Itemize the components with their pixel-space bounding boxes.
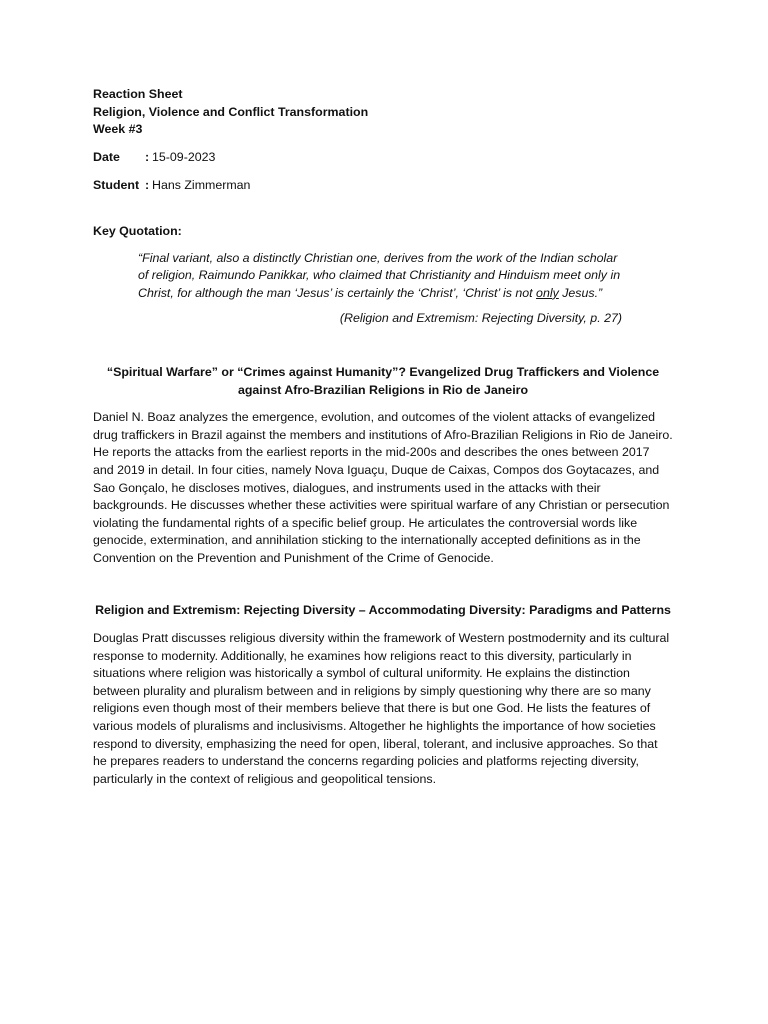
week-number: Week #3 xyxy=(93,122,143,137)
section-2-title: Religion and Extremism: Rejecting Diversity – Accommodating Diversity: Paradigms and Patterns xyxy=(95,603,671,618)
document-page xyxy=(93,86,673,788)
course-title: Religion, Violence and Conflict Transformation xyxy=(93,104,369,119)
section-1-title: “Spiritual Warfare” or “Crimes against Humanity”? Evangelized Drug Traffickers and Violence against Afro-Brazilian Religions in Rio de Janeiro xyxy=(106,364,660,397)
document-header xyxy=(93,86,673,139)
student-label: Student xyxy=(93,178,140,193)
key-quotation-label: Key Quotation: xyxy=(93,223,182,238)
section-2-body: Douglas Pratt discusses religious diversity within the framework of Western postmodernity and its cultural response to modernity. Additionally, he examines how religions react to this diversity, particularly in situations where religion was historically a symbol of cultural uniformity. He explains the distinction between plurality and pluralism between and in religions by simply questioning why there are so many religions even though most of their members believe that there is but one God. He lists the features of various models of pluralisms and inclusivisms. Altogether he highlights the importance of how societies respond to diversity, emphasizing the need for open, liberal, tolerant, and inclusive approaches. So that he prepares readers to understand the concerns regarding policies and platforms rejecting diversity, particularly in the context of religious and geopolitical tensions. xyxy=(93,631,670,786)
quote-text-after: Jesus.” xyxy=(558,285,603,300)
quote-text-before: “Final variant, also a distinctly Christian one, derives from the work of the Indian scholar of religion, Raimundo Panikkar, who claimed that Christianity and Hinduism meet only in Christ, for although the man ‘Jesus’ is certainly the ‘Christ’, ‘Christ’ is not xyxy=(138,250,621,300)
date-separator: : xyxy=(145,149,150,164)
student-row xyxy=(93,177,673,195)
key-quotation-text xyxy=(138,250,628,303)
section-1-body: Daniel N. Boaz analyzes the emergence, evolution, and outcomes of the violent attacks of evangelized drug traffickers in Brazil against the members and institutions of Afro-Brazilian Religions in Rio de Janeiro. He reports the attacks from the earliest reports in the mid-200s and describes the ones between 2017 and 2019 in detail. In four cities, namely Nova Iguaçu, Duque de Caixas, Compos dos Goytacazes, and Sao Gonçalo, he discloses motives, dialogues, and instruments used in the attacks with their backgrounds. He discusses whether these activities were spiritual warfare of any Christian or persecution violating the fundamental rights of a specific belief group. He articulates the controversial words like genocide, extermination, and annihilation sticking to the internationally accepted definitions as in the Convention on the Prevention and Punishment of the Crime of Genocide. xyxy=(93,410,673,565)
date-row xyxy=(93,149,673,167)
student-separator: : xyxy=(145,178,150,193)
quote-source: (Religion and Extremism: Rejecting Diversity, p. 27) xyxy=(339,311,622,326)
date-label: Date xyxy=(93,149,120,164)
date-value: 15-09-2023 xyxy=(152,149,216,164)
student-name: Hans Zimmerman xyxy=(152,178,251,193)
quote-underlined-word: only xyxy=(536,285,559,300)
document-type: Reaction Sheet xyxy=(93,87,183,101)
